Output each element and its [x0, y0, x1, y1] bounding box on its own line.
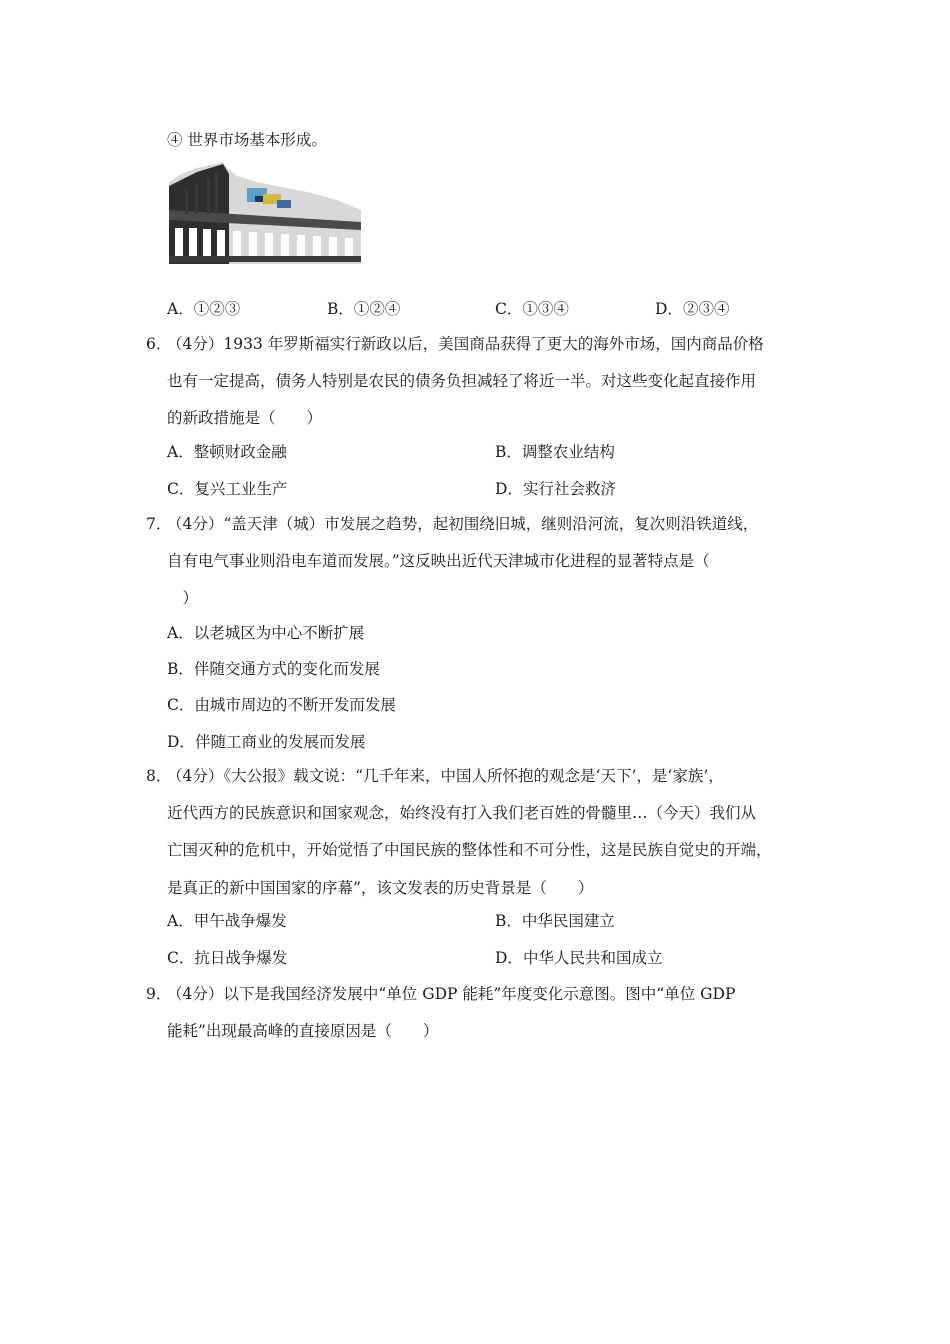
option-b: B．中华民国建立: [495, 912, 615, 930]
question-text-line: （4分）以下是我国经济发展中“单位 GDP 能耗”年度变化示意图。图中“单位 GDP: [167, 985, 736, 1003]
option-a: A．以老城区为中心不断扩展: [167, 624, 365, 642]
question-number: 9．: [146, 985, 172, 1003]
option-a: A．整顿财政金融: [167, 443, 287, 461]
option-d: D．②③④: [655, 300, 730, 318]
question-text-line: 是真正的新中国国家的序幕”，该文发表的历史背景是（ ）: [167, 879, 594, 897]
question-text-line: （4分）“盖天津（城）市发展之趋势，起初围绕旧城，继则沿河流，复次则沿铁道线，: [167, 515, 759, 533]
question-text-line: 近代西方的民族意识和国家观念，始终没有打入我们老百姓的骨髓里…（今天）我们从: [167, 804, 757, 822]
question-text-line: 也有一定提高，债务人特别是农民的债务负担减轻了将近一半。对这些变化起直接作用: [167, 372, 757, 390]
question-text-line: （4分）《大公报》载文说：“几千年来，中国人所怀抱的观念是‘天下’，是‘家族’，: [167, 767, 724, 785]
option-b: B．①②④: [327, 300, 401, 318]
option-c: C．①③④: [495, 300, 569, 318]
statement-4: ④ 世界市场基本形成。: [167, 131, 327, 149]
question-text-line: 能耗”出现最高峰的直接原因是（ ）: [167, 1022, 439, 1040]
exhibition-hall-image: [167, 160, 363, 268]
question-text-line: 的新政措施是（ ）: [167, 409, 323, 427]
option-a: A．甲午战争爆发: [167, 912, 287, 930]
option-d: D．实行社会救济: [495, 480, 616, 498]
question-text-line: ）: [167, 589, 199, 607]
option-b: B．伴随交通方式的变化而发展: [167, 660, 380, 678]
option-c: C．由城市周边的不断开发而发展: [167, 696, 396, 714]
option-a: A．①②③: [167, 300, 241, 318]
question-number: 7．: [146, 515, 172, 533]
question-text-line: 亡国灭种的危机中，开始觉悟了中国民族的整体性和不可分性，这是民族自觉史的开端，: [167, 841, 772, 859]
option-c: C．抗日战争爆发: [167, 949, 288, 967]
option-d: D．伴随工商业的发展而发展: [167, 733, 366, 751]
question-text-line: 自有电气事业则沿电车道而发展。”这反映出近代天津城市化进程的显著特点是（: [167, 552, 710, 570]
question-text-line: （4分）1933 年罗斯福实行新政以后，美国商品获得了更大的海外市场，国内商品价格: [167, 335, 764, 353]
option-c: C．复兴工业生产: [167, 480, 288, 498]
question-number: 8．: [146, 767, 172, 785]
option-d: D．中华人民共和国成立: [495, 949, 663, 967]
option-b: B．调整农业结构: [495, 443, 615, 461]
question-number: 6．: [146, 335, 172, 353]
